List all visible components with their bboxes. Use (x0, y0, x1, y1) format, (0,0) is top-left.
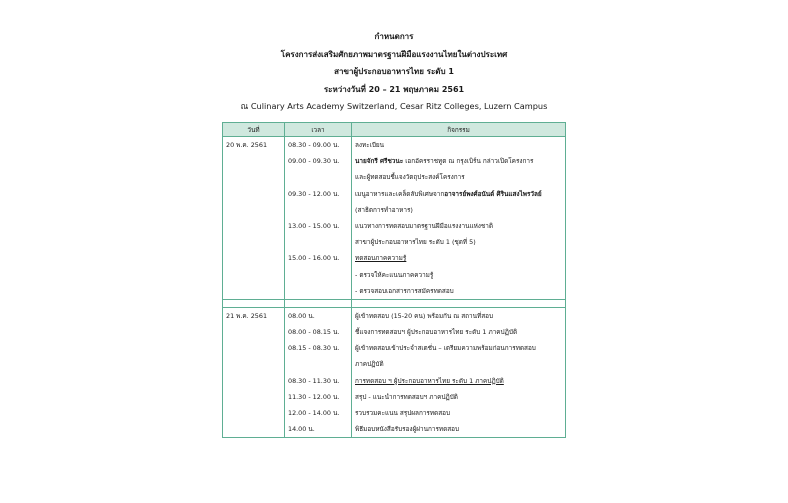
day1-time: 09.00 - 09.30 น. (288, 157, 340, 166)
activity-line: ผู้เข้าทดสอบ (15-20 คน) พร้อมกัน ณ สถานที่สอบ (355, 311, 493, 320)
day1-time (285, 202, 351, 218)
activity-line: (สาธิตการทำอาหาร) (355, 205, 413, 214)
day1-time (285, 267, 351, 283)
activity-line: ทดสอบภาคความรู้ (355, 254, 407, 263)
separator-cell (352, 299, 566, 307)
activity-line: รวบรวมคะแนน สรุปผลการทดสอบ (355, 409, 451, 417)
document-header (0, 28, 788, 116)
day2-times-cell (285, 307, 352, 438)
header-branch: สาขาผู้ประกอบอาหารไทย ระดับ 1 (334, 67, 454, 76)
header-time: เวลา (285, 123, 352, 137)
day1-date: 20 พ.ค. 2561 (226, 141, 268, 149)
header-activity: กิจกรรม (352, 123, 566, 137)
day2-time: 08.30 - 11.30 น. (288, 376, 340, 385)
activity-line: - ตรวจสอบเอกสารการสมัครทดสอบ (355, 286, 454, 295)
activity-line: ผู้เข้าทดสอบเข้าประจำสเตชั่น – เตรียมความพร้อมก่อนการทดสอบ (355, 344, 536, 353)
activity-line (352, 153, 565, 169)
activity-line: - ตรวจให้คะแนนภาคความรู้ (355, 270, 434, 279)
day1-time (285, 283, 351, 299)
day2-time: 14.00 น. (288, 425, 315, 434)
day2-time: 12.00 - 14.00 น. (288, 409, 340, 417)
day1-time: 08.30 - 09.00 น. (288, 141, 340, 149)
chef-name: อาจารย์พงศ์อนันต์ ศิรินแสงไพรวัลย์ (444, 189, 542, 198)
activity-line: การทดสอบ ฯ ผู้ประกอบอาหารไทย ระดับ 1 ภาคปฏิบัติ (355, 376, 504, 385)
activity-line: ลงทะเบียน (355, 141, 385, 149)
day1-activities-cell (352, 137, 566, 300)
activity-line: พิธีมอบหนังสือรับรองผู้ผ่านการทดสอบ (355, 425, 460, 434)
activity-line: สรุป - แนะนำการทดสอบฯ ภาคปฏิบัติ (355, 392, 458, 401)
day2-time: 11.30 - 12.00 น. (288, 392, 340, 401)
day2-activities-cell (352, 307, 566, 438)
activity-line (352, 186, 565, 202)
day2-time: 08.00 น. (288, 311, 315, 320)
header-title: กำหนดการ (374, 32, 414, 41)
day1-time (285, 169, 351, 185)
day2-date: 21 พ.ค. 2561 (226, 311, 268, 320)
activity-line: สาขาผู้ประกอบอาหารไทย ระดับ 1 (ชุดที่ 5) (355, 238, 476, 247)
day1-time (285, 234, 351, 250)
separator-cell (285, 299, 352, 307)
activity-text: เอกอัครราชทูต ณ กรุงเบิร์น กล่าวเปิดโครงการ (403, 157, 534, 166)
day1-times-cell (285, 137, 352, 300)
activity-line: และผู้ทดสอบชี้แจงวัตถุประสงค์โครงการ (355, 173, 465, 182)
activity-line: ภาคปฏิบัติ (355, 360, 384, 369)
separator-cell (223, 299, 285, 307)
activity-line: ชี้แจงการทดสอบฯ ผู้ประกอบอาหารไทย ระดับ 1 ภาคปฏิบัติ (355, 328, 518, 337)
schedule-table (222, 122, 566, 438)
day1-time: 15.00 - 16.00 น. (288, 254, 340, 263)
header-date: วันที่ (223, 123, 285, 137)
activity-text: เมนูอาหารและเคล็ดลับพิเศษจาก (355, 189, 445, 198)
header-dates: ระหว่างวันที่ 20 – 21 พฤษภาคม 2561 (323, 84, 465, 94)
header-venue: ณ Culinary Arts Academy Switzerland, Cesar Ritz Colleges, Luzern Campus (240, 101, 548, 111)
header-project: โครงการส่งเสริมศักยภาพมาตรฐานฝีมือแรงงานไทยในต่างประเทศ (280, 49, 508, 59)
day1-time: 09.30 - 12.00 น. (288, 189, 340, 198)
speaker-name: นายจักรี ศรีชวนะ (355, 157, 404, 166)
day2-date-cell (223, 307, 285, 438)
day1-date-cell (223, 137, 285, 300)
day2-time: 08.00 - 08.15 น. (288, 328, 340, 337)
activity-line: แนวทางการทดสอบมาตรฐานฝีมือแรงงานแห่งชาติ (355, 221, 493, 230)
table-row-day1 (223, 137, 566, 300)
table-row-day2 (223, 307, 566, 438)
day2-time (285, 356, 351, 372)
day1-time: 13.00 - 15.00 น. (288, 221, 340, 230)
table-separator-row (223, 299, 566, 307)
table-header-row (223, 123, 566, 137)
day2-time: 08.15 - 08.30 น. (288, 344, 340, 353)
